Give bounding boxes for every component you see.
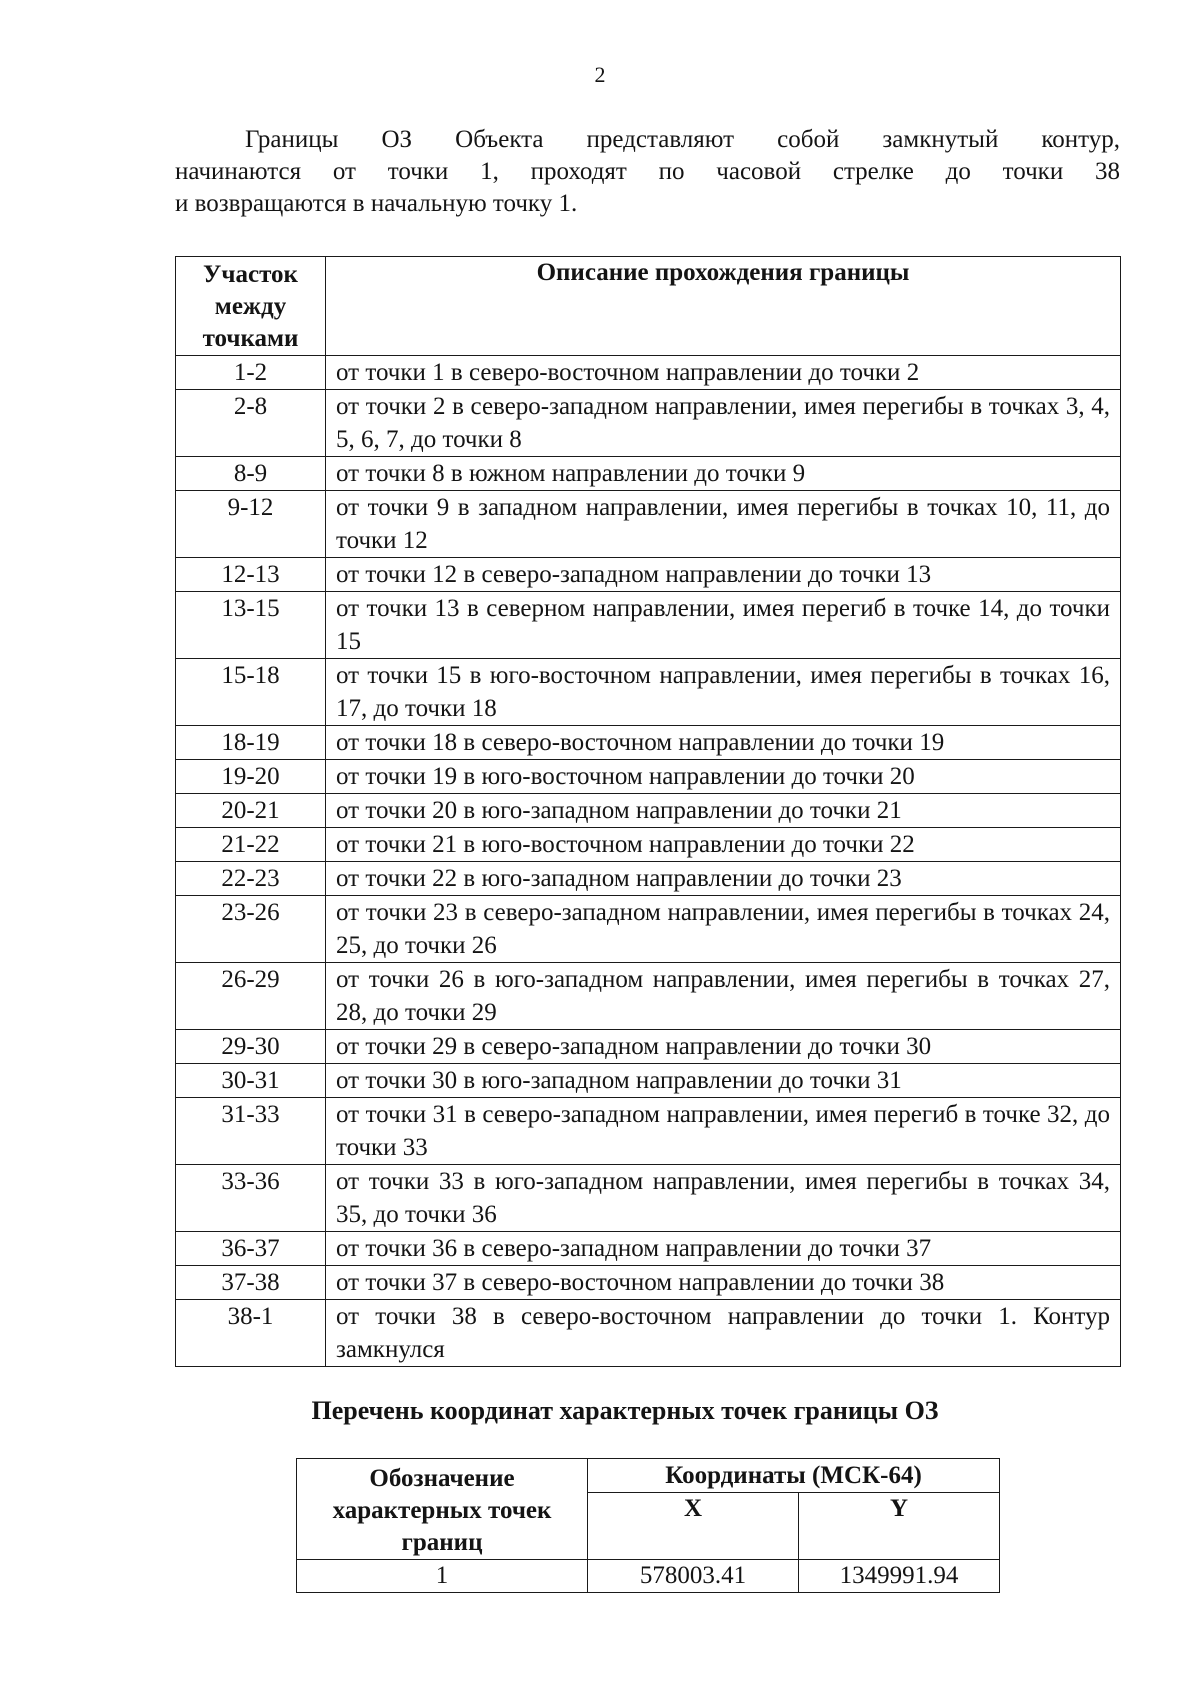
segment-cell: 30-31 xyxy=(176,1064,326,1098)
segment-cell: 12-13 xyxy=(176,558,326,592)
intro-line: Границы ОЗ Объекта представляют собой замкнутый контур, xyxy=(245,126,1120,153)
description-cell xyxy=(326,457,1121,491)
description-text: от точки 29 в северо-западном направлении до точки 30 xyxy=(336,1033,932,1060)
segment-cell: 21-22 xyxy=(176,828,326,862)
description-cell xyxy=(326,1232,1121,1266)
description-text: от точки 38 в северо-восточном направлении до точки 1. Контур замкнулся xyxy=(336,1303,1110,1363)
description-cell xyxy=(326,1300,1121,1367)
boundary-row xyxy=(176,659,1121,726)
coords-title: Перечень координат характерных точек границы ОЗ xyxy=(311,1396,939,1425)
boundary-row xyxy=(176,760,1121,794)
boundary-row xyxy=(176,862,1121,896)
boundary-row xyxy=(176,794,1121,828)
description-cell xyxy=(326,1098,1121,1165)
boundary-row xyxy=(176,896,1121,963)
segment-cell: 36-37 xyxy=(176,1232,326,1266)
description-cell xyxy=(326,592,1121,659)
description-text: от точки 13 в северном направлении, имея перегиб в точке 14, до точки 15 xyxy=(336,595,1110,655)
boundary-row xyxy=(176,1098,1121,1165)
boundary-row xyxy=(176,726,1121,760)
boundary-row xyxy=(176,1030,1121,1064)
segment-cell: 20-21 xyxy=(176,794,326,828)
intro-paragraph xyxy=(175,124,1120,220)
description-text: от точки 26 в юго-западном направлении, имея перегибы в точках 27, 28, до точки 29 xyxy=(336,966,1110,1026)
description-text: от точки 2 в северо-западном направлении, имея перегибы в точках 3, 4, 5, 6, 7, до точки 8 xyxy=(336,393,1110,453)
header-points xyxy=(297,1459,588,1560)
boundary-row xyxy=(176,356,1121,390)
page-number: 2 xyxy=(594,62,606,87)
description-cell xyxy=(326,760,1121,794)
description-cell xyxy=(326,963,1121,1030)
boundary-row xyxy=(176,1064,1121,1098)
coords-header-row xyxy=(297,1459,1000,1493)
segment-cell: 15-18 xyxy=(176,659,326,726)
header-segment-text: Участок между точками xyxy=(202,261,299,352)
description-text: от точки 8 в южном направлении до точки 9 xyxy=(336,460,806,487)
description-text: от точки 37 в северо-восточном направлении до точки 38 xyxy=(336,1269,945,1296)
header-y: Y xyxy=(799,1493,1000,1560)
description-cell xyxy=(326,1064,1121,1098)
description-cell xyxy=(326,390,1121,457)
description-cell xyxy=(326,1266,1121,1300)
segment-cell: 2-8 xyxy=(176,390,326,457)
intro-line: начинаются от точки 1, проходят по часовой стрелке до точки 38 xyxy=(175,158,1120,185)
segment-cell: 33-36 xyxy=(176,1165,326,1232)
boundary-table xyxy=(175,256,1121,1367)
segment-cell: 26-29 xyxy=(176,963,326,1030)
description-text: от точки 18 в северо-восточном направлении до точки 19 xyxy=(336,729,945,756)
boundary-row xyxy=(176,558,1121,592)
boundary-row xyxy=(176,1300,1121,1367)
description-text: от точки 19 в юго-восточном направлении до точки 20 xyxy=(336,763,915,790)
description-text: от точки 33 в юго-западном направлении, имея перегибы в точках 34, 35, до точки 36 xyxy=(336,1168,1110,1228)
intro-line: и возвращаются в начальную точку 1. xyxy=(175,190,578,217)
description-text: от точки 36 в северо-западном направлении до точки 37 xyxy=(336,1235,932,1262)
description-cell xyxy=(326,828,1121,862)
segment-cell: 37-38 xyxy=(176,1266,326,1300)
boundary-row xyxy=(176,963,1121,1030)
segment-cell: 8-9 xyxy=(176,457,326,491)
segment-cell: 18-19 xyxy=(176,726,326,760)
description-text: от точки 21 в юго-восточном направлении до точки 22 xyxy=(336,831,915,858)
boundary-row xyxy=(176,491,1121,558)
header-x: X xyxy=(588,1493,799,1560)
segment-cell: 19-20 xyxy=(176,760,326,794)
header-points-text: Обозначение характерных точек границ xyxy=(332,1465,552,1556)
coords-table xyxy=(296,1458,1000,1593)
boundary-row xyxy=(176,1232,1121,1266)
description-cell xyxy=(326,794,1121,828)
description-text: от точки 30 в юго-западном направлении до точки 31 xyxy=(336,1067,902,1094)
boundary-row xyxy=(176,457,1121,491)
segment-cell: 22-23 xyxy=(176,862,326,896)
segment-cell: 1-2 xyxy=(176,356,326,390)
segment-cell: 38-1 xyxy=(176,1300,326,1367)
segment-cell: 13-15 xyxy=(176,592,326,659)
coords-cell-x: 578003.41 xyxy=(588,1560,799,1593)
coords-row xyxy=(297,1560,1000,1593)
header-coords: Координаты (МСК-64) xyxy=(588,1459,1000,1493)
description-cell xyxy=(326,491,1121,558)
description-cell xyxy=(326,862,1121,896)
description-text: от точки 12 в северо-западном направлении до точки 13 xyxy=(336,561,932,588)
boundary-table-header xyxy=(176,257,1121,356)
segment-cell: 29-30 xyxy=(176,1030,326,1064)
segment-cell: 31-33 xyxy=(176,1098,326,1165)
description-text: от точки 1 в северо-восточном направлении до точки 2 xyxy=(336,359,920,386)
description-cell xyxy=(326,659,1121,726)
description-text: от точки 23 в северо-западном направлении, имея перегибы в точках 24, 25, до точки 26 xyxy=(336,899,1110,959)
boundary-row xyxy=(176,592,1121,659)
boundary-row xyxy=(176,390,1121,457)
coords-cell-point: 1 xyxy=(297,1560,588,1593)
header-segment xyxy=(176,257,326,356)
description-text: от точки 31 в северо-западном направлении, имея перегиб в точке 32, до точки 33 xyxy=(336,1101,1110,1161)
description-cell xyxy=(326,558,1121,592)
description-text: от точки 9 в западном направлении, имея перегибы в точках 10, 11, до точки 12 xyxy=(336,494,1110,554)
description-cell xyxy=(326,1030,1121,1064)
description-text: от точки 20 в юго-западном направлении до точки 21 xyxy=(336,797,902,824)
description-cell xyxy=(326,726,1121,760)
description-text: от точки 22 в юго-западном направлении до точки 23 xyxy=(336,865,902,892)
boundary-row xyxy=(176,1165,1121,1232)
description-text: от точки 15 в юго-восточном направлении, имея перегибы в точках 16, 17, до точки 18 xyxy=(336,662,1110,722)
description-cell xyxy=(326,896,1121,963)
description-cell xyxy=(326,1165,1121,1232)
segment-cell: 23-26 xyxy=(176,896,326,963)
coords-cell-y: 1349991.94 xyxy=(799,1560,1000,1593)
header-description: Описание прохождения границы xyxy=(326,257,1121,356)
boundary-row xyxy=(176,828,1121,862)
segment-cell: 9-12 xyxy=(176,491,326,558)
boundary-row xyxy=(176,1266,1121,1300)
description-cell xyxy=(326,356,1121,390)
